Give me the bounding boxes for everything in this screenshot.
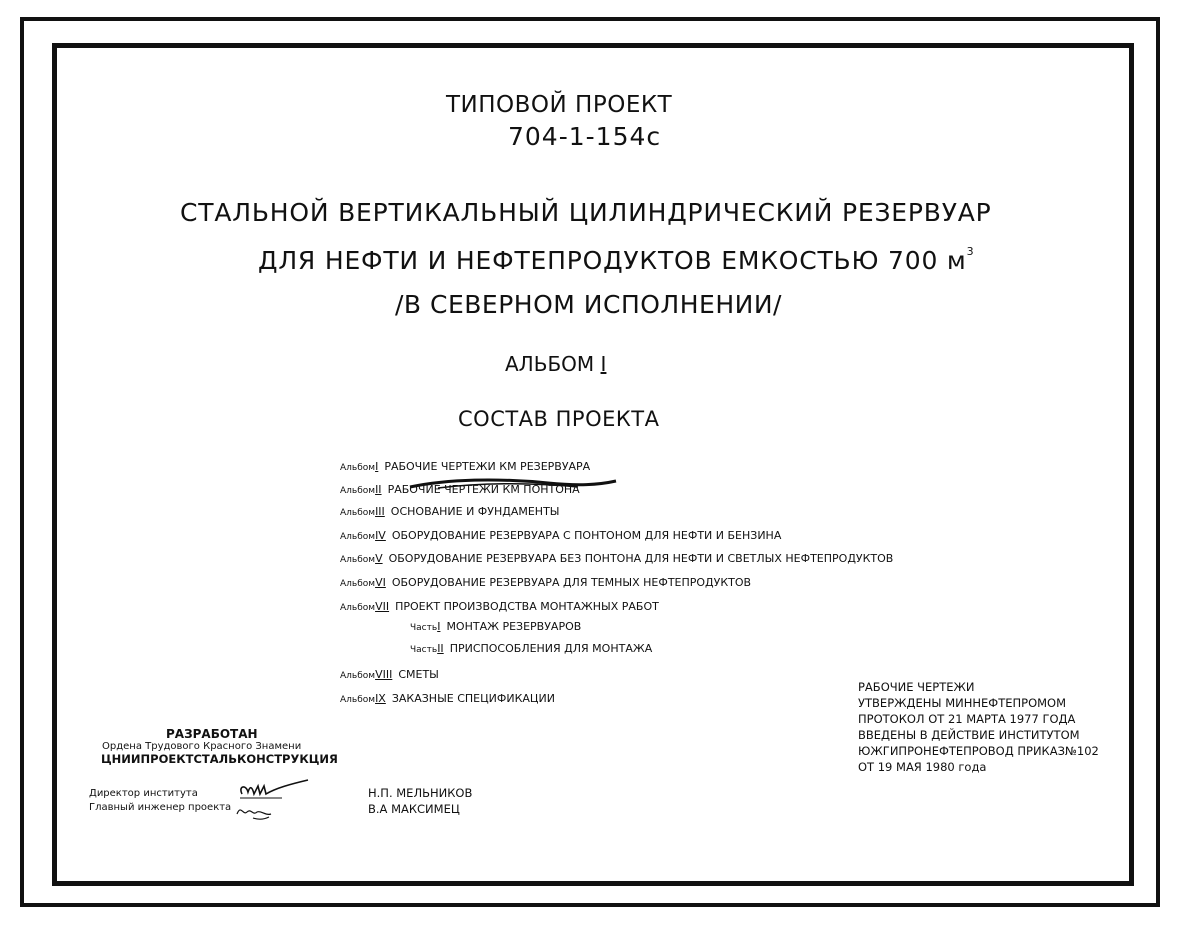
project-label: ТИПОВОЙ ПРОЕКТ xyxy=(446,92,673,118)
list-item xyxy=(340,692,555,705)
item-text: ПРИСПОСОБЛЕНИЯ ДЛЯ МОНТАЖА xyxy=(449,642,653,655)
item-number: IV xyxy=(375,529,386,542)
item-number: III xyxy=(375,505,385,518)
item-kind: Альбом xyxy=(340,579,376,589)
item-text: ОСНОВАНИЕ И ФУНДАМЕНТЫ xyxy=(390,505,560,518)
title-line-2 xyxy=(258,245,974,275)
project-number: 704-1-154с xyxy=(508,122,662,151)
item-kind: Альбом xyxy=(340,463,376,473)
item-number: VIII xyxy=(375,668,393,681)
item-kind: Альбом xyxy=(340,603,376,613)
item-text: ОБОРУДОВАНИЕ РЕЗЕРВУАРА БЕЗ ПОНТОНА ДЛЯ НЕФТИ И СВЕТЛЫХ НЕФТЕПРОДУКТОВ xyxy=(388,552,894,565)
item-text: ЗАКАЗНЫЕ СПЕЦИФИКАЦИИ xyxy=(391,692,555,705)
item-kind: Альбом xyxy=(340,486,376,496)
item-kind: Альбом xyxy=(340,671,376,681)
approval-line: ЮЖГИПРОНЕФТЕПРОВОД ПРИКАЗ№102 xyxy=(858,744,1099,758)
title-line-1: СТАЛЬНОЙ ВЕРТИКАЛЬНЫЙ ЦИЛИНДРИЧЕСКИЙ РЕЗЕРВУАР xyxy=(180,198,992,227)
album-heading-word: АЛЬБОМ xyxy=(505,352,595,376)
item-number: VI xyxy=(375,576,386,589)
item-number: VII xyxy=(375,600,390,613)
chief-engineer-signature xyxy=(235,802,275,822)
item-text: МОНТАЖ РЕЗЕРВУАРОВ xyxy=(446,620,582,633)
item-text: РАБОЧИЕ ЧЕРТЕЖИ КМ РЕЗЕРВУАРА xyxy=(384,460,591,473)
signatory-name: Н.П. МЕЛЬНИКОВ xyxy=(368,786,473,800)
title-line-3: /В СЕВЕРНОМ ИСПОЛНЕНИИ/ xyxy=(395,290,782,319)
item-kind: Альбом xyxy=(340,508,376,518)
album-heading xyxy=(505,352,606,376)
list-item xyxy=(340,552,893,565)
list-item xyxy=(340,600,659,613)
item-text: РАБОЧИЕ ЧЕРТЕЖИ КМ ПОНТОНА xyxy=(387,483,580,496)
approval-line: ОТ 19 МАЯ 1980 года xyxy=(858,760,987,774)
approval-line: ПРОТОКОЛ ОТ 21 МАРТА 1977 ГОДА xyxy=(858,712,1076,726)
developer-institute: ЦНИИПРОЕКТСТАЛЬКОНСТРУКЦИЯ xyxy=(101,752,338,766)
composition-heading: СОСТАВ ПРОЕКТА xyxy=(458,407,660,431)
item-number: IX xyxy=(375,692,386,705)
list-item xyxy=(340,668,439,681)
developer-order: Ордена Трудового Красного Знамени xyxy=(102,741,302,752)
list-item xyxy=(340,505,560,518)
item-number: II xyxy=(375,483,382,496)
item-kind: Часть xyxy=(410,645,438,655)
item-kind: Часть xyxy=(410,623,438,633)
title-line-2-text: ДЛЯ НЕФТИ И НЕФТЕПРОДУКТОВ ЕМКОСТЬЮ 700 м xyxy=(258,246,967,275)
item-number: I xyxy=(437,620,441,633)
item-kind: Альбом xyxy=(340,555,376,565)
item-kind: Альбом xyxy=(340,532,376,542)
scribble-mark xyxy=(408,477,618,491)
title-superscript: 3 xyxy=(966,245,975,258)
item-text: ОБОРУДОВАНИЕ РЕЗЕРВУАРА С ПОНТОНОМ ДЛЯ НЕФТИ И БЕНЗИНА xyxy=(391,529,782,542)
item-number: I xyxy=(375,460,379,473)
list-subitem xyxy=(410,642,652,655)
director-signature xyxy=(236,778,312,802)
item-kind: Альбом xyxy=(340,695,376,705)
item-text: ОБОРУДОВАНИЕ РЕЗЕРВУАРА ДЛЯ ТЕМНЫХ НЕФТЕПРОДУКТОВ xyxy=(391,576,752,589)
signatory-role: Директор института xyxy=(89,788,198,799)
item-text: ПРОЕКТ ПРОИЗВОДСТВА МОНТАЖНЫХ РАБОТ xyxy=(395,600,659,613)
approval-block xyxy=(858,679,1099,775)
signatory-role: Главный инженер проекта xyxy=(89,802,232,813)
list-subitem xyxy=(410,620,581,633)
approval-line: ВВЕДЕНЫ В ДЕЙСТВИЕ ИНСТИТУТОМ xyxy=(858,728,1080,742)
signatory-name: В.А МАКСИМЕЦ xyxy=(368,802,460,816)
approval-line: УТВЕРЖДЕНЫ МИННЕФТЕПРОМОМ xyxy=(858,696,1067,710)
item-text: СМЕТЫ xyxy=(398,668,439,681)
approval-line: РАБОЧИЕ ЧЕРТЕЖИ xyxy=(858,680,975,694)
list-item xyxy=(340,460,590,473)
album-heading-number: I xyxy=(600,352,607,376)
list-item xyxy=(340,529,781,542)
item-number: V xyxy=(375,552,383,565)
item-number: II xyxy=(437,642,444,655)
developer-label: РАЗРАБОТАН xyxy=(166,727,258,741)
list-item xyxy=(340,576,751,589)
